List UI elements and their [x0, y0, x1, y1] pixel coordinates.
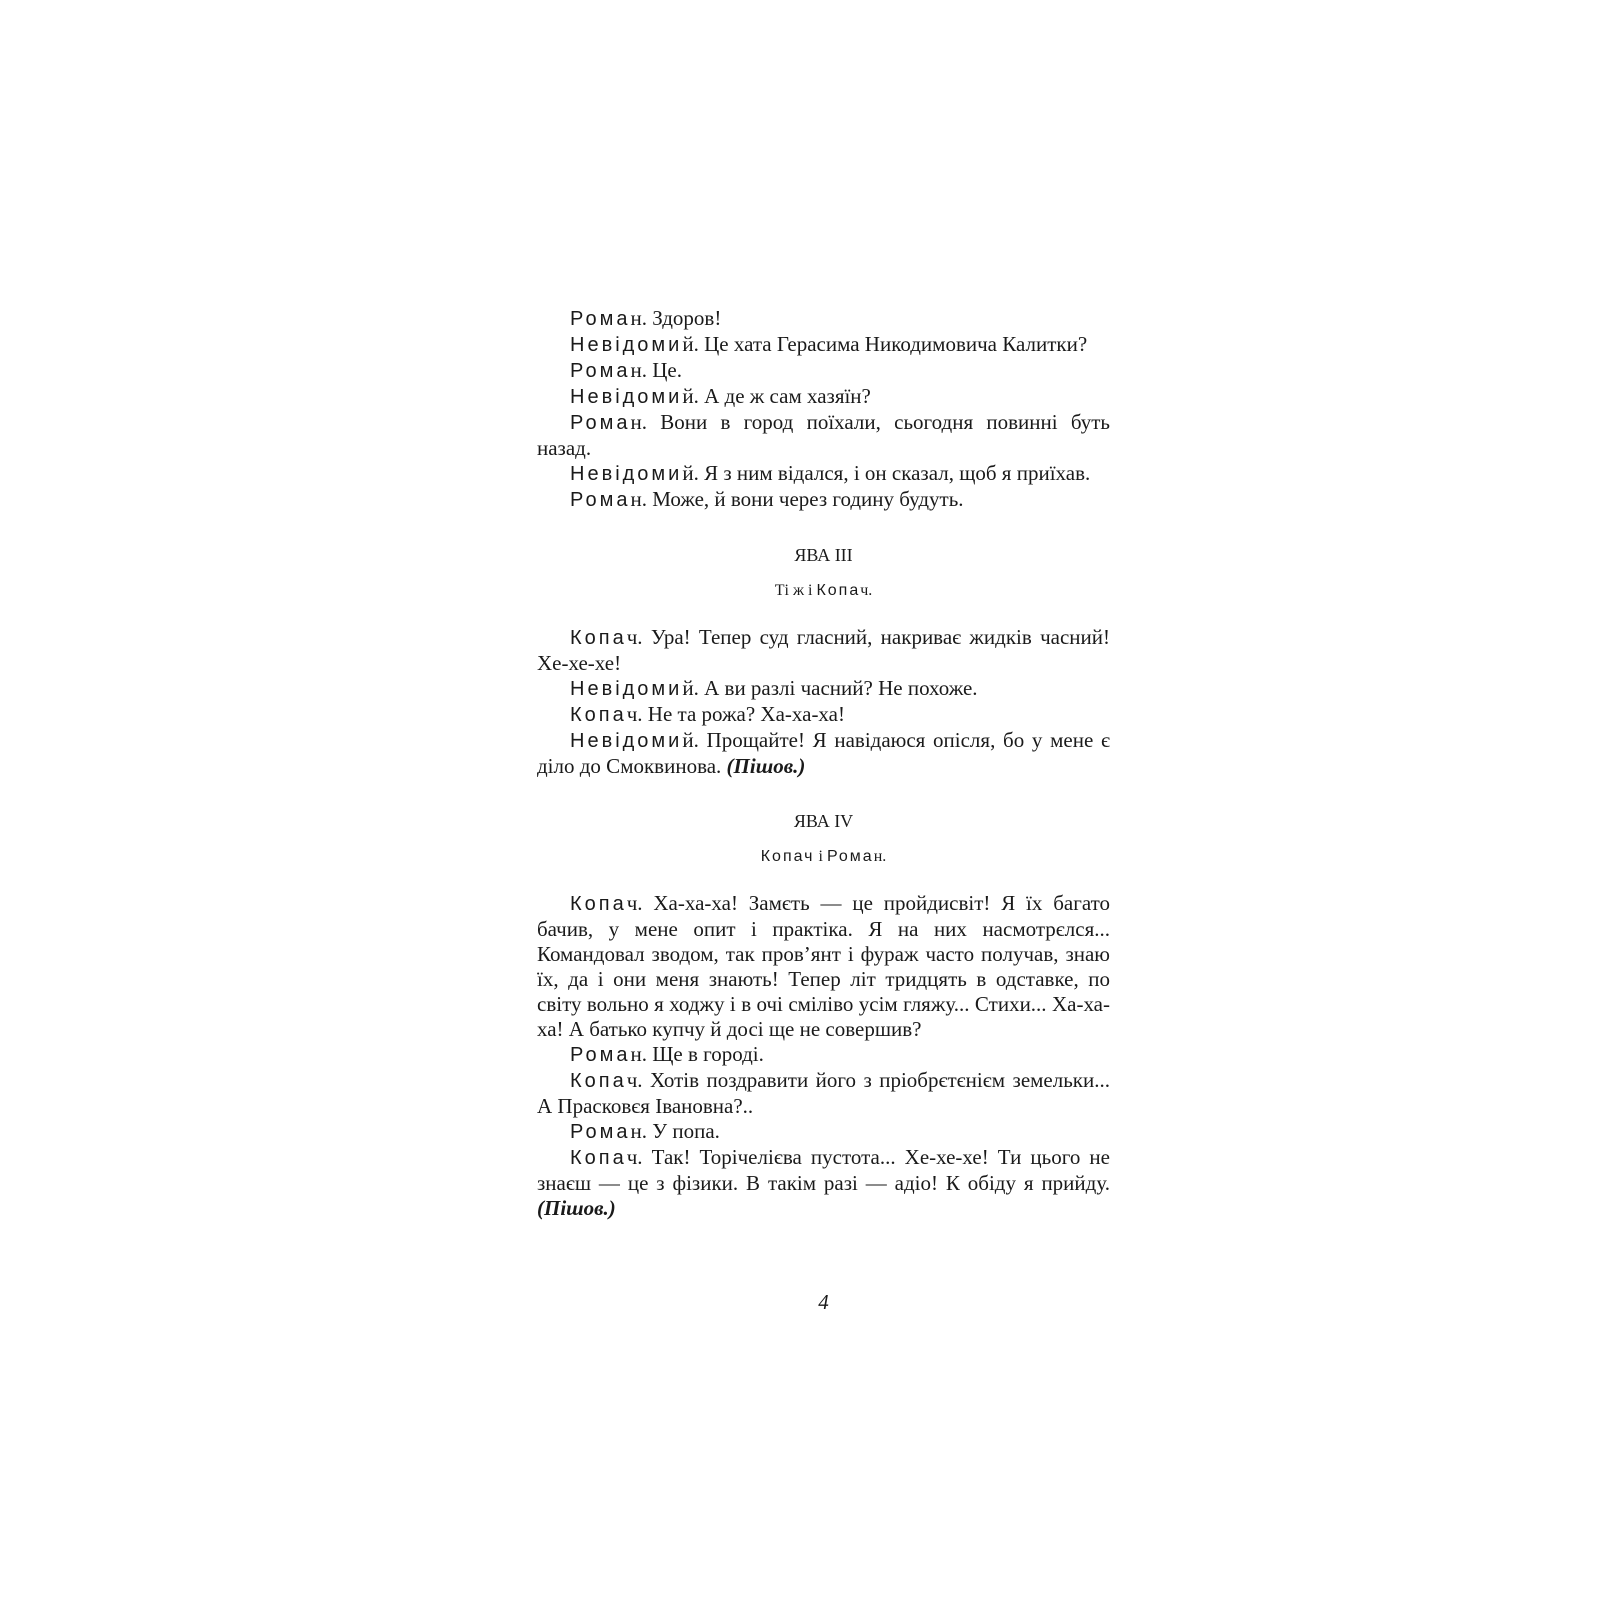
- cast-text-end: .: [868, 582, 873, 599]
- dialogue-line: [537, 358, 1110, 384]
- speaker-name: Рома: [570, 360, 631, 382]
- cast-text: Ті ж і: [774, 582, 817, 599]
- dialogue-line: [537, 306, 1110, 332]
- speaker-name: Рома: [570, 1044, 631, 1066]
- speech-text: . Хотів поздравити його з пріобрєтєнієм земельки... А Прасковєя Івановна?..: [537, 1068, 1110, 1118]
- speech-text: . Це хата Герасима Никодимовича Калитки?: [693, 332, 1088, 356]
- speaker-name: Копа: [570, 1147, 627, 1169]
- speech-text: . Я з ним відался, і он сказал, щоб я приїхав.: [693, 461, 1091, 485]
- scene-heading-4: ЯВА ІV: [793, 811, 854, 831]
- speaker-name-end: ч: [626, 702, 638, 726]
- dialogue-line: [537, 332, 1110, 358]
- cast-speaker-1: Копач: [760, 848, 815, 865]
- stage-direction: (Пішов.): [537, 1196, 616, 1220]
- speaker-name-end: н: [630, 487, 642, 511]
- speech-text: . Це.: [641, 358, 682, 382]
- speech-text: . А де ж сам хазяїн?: [693, 384, 871, 408]
- dialogue-line: [537, 487, 1110, 513]
- speaker-name: Копа: [570, 704, 627, 726]
- speaker-name: Невідоми: [570, 463, 683, 485]
- speaker-name-end: й: [682, 332, 694, 356]
- dialogue-line: [537, 1042, 1110, 1068]
- speech-text: . Так! Торічелієва пустота... Хе-хе-хе! Ти цього не знаєш — це з фізики. В такім разі — адіо! К обіду я прийду.: [537, 1145, 1110, 1195]
- speaker-name-end: н: [630, 410, 642, 434]
- speaker-name: Копа: [570, 627, 627, 649]
- speaker-name-end: н: [630, 306, 642, 330]
- speaker-name: Невідоми: [570, 678, 683, 700]
- speaker-name: Копа: [570, 893, 627, 915]
- dialogue-line: [537, 384, 1110, 410]
- cast-text: і: [814, 848, 827, 865]
- speaker-name-end: н: [630, 358, 642, 382]
- speaker-name-end: й: [682, 728, 694, 752]
- cast-speaker: Копа: [816, 582, 861, 599]
- speaker-name-end: й: [682, 384, 694, 408]
- scene-heading-3: ЯВА ІІІ: [794, 545, 853, 565]
- dialogue-line: [537, 1145, 1110, 1221]
- dialogue-line: [537, 1119, 1110, 1145]
- speaker-name: Невідоми: [570, 334, 683, 356]
- dialogue-block-3: [537, 625, 1110, 779]
- scene-cast-4: [537, 844, 1110, 869]
- cast-text-end: .: [882, 848, 887, 865]
- speaker-name-end: н: [630, 1042, 642, 1066]
- dialogue-line: [537, 676, 1110, 702]
- dialogue-block-1: [537, 306, 1110, 513]
- dialogue-line: [537, 891, 1110, 1042]
- dialogue-line: [537, 410, 1110, 461]
- dialogue-line: [537, 625, 1110, 676]
- speaker-name: Рома: [570, 412, 631, 434]
- cast-speaker-end: ч: [860, 582, 869, 599]
- page-body: [537, 306, 1110, 1221]
- speaker-name: Рома: [570, 1121, 631, 1143]
- stage-direction: (Пішов.): [726, 754, 806, 778]
- speaker-name-end: й: [682, 461, 694, 485]
- dialogue-line: [537, 1068, 1110, 1119]
- speaker-name-end: н: [630, 1119, 642, 1143]
- speech-text: . Ура! Тепер суд гласний, накриває жидків часний! Хе-хе-хе!: [537, 625, 1110, 675]
- speech-text: . Не та рожа? Ха-ха-ха!: [637, 702, 845, 726]
- speech-text: . Вони в город поїхали, сьогодня повинні буть назад.: [537, 410, 1110, 460]
- speaker-name: Рома: [570, 489, 631, 511]
- speech-text: . Здоров!: [641, 306, 722, 330]
- page-number: 4: [818, 1290, 829, 1314]
- speaker-name-end: й: [682, 676, 694, 700]
- speech-text: . У попа.: [641, 1119, 720, 1143]
- speaker-name-end: ч: [626, 1145, 638, 1169]
- speaker-name: Невідоми: [570, 386, 683, 408]
- speech-text: . Ха-ха-ха! Замєть — це пройдисвіт! Я їх багато бачив, у мене опит і практіка. Я на них насмотрєлся... Командовал зводом, так пров’янт і фураж часто получав, знаю їх, да і они меня знають! Тепер літ тридцять в одставке, по світу вольно я ходжу і в очі сміліво усім гляжу... Стихи... Ха-ха-ха! А батько купчу й досі ще не совершив?: [537, 891, 1110, 1041]
- speech-text: . Може, й вони через годину будуть.: [641, 487, 964, 511]
- speaker-name-end: ч: [626, 891, 638, 915]
- speaker-name-end: ч: [626, 1068, 638, 1092]
- speech-text: . А ви разлі часний? Не похоже.: [693, 676, 978, 700]
- dialogue-line: [537, 461, 1110, 487]
- speech-text: . Ще в городі.: [641, 1042, 764, 1066]
- speaker-name: Невідоми: [570, 730, 683, 752]
- dialogue-line: [537, 702, 1110, 728]
- cast-speaker-2: Рома: [826, 848, 874, 865]
- speaker-name: Рома: [570, 308, 631, 330]
- speech-text: . Прощайте! Я навідаюся опісля, бо у мене є діло до Смоквинова.: [537, 728, 1110, 778]
- dialogue-block-4: [537, 891, 1110, 1221]
- dialogue-line: [537, 728, 1110, 779]
- scene-cast-3: [537, 578, 1110, 603]
- speaker-name-end: ч: [626, 625, 638, 649]
- speaker-name: Копа: [570, 1070, 627, 1092]
- cast-speaker-end: н: [873, 848, 883, 865]
